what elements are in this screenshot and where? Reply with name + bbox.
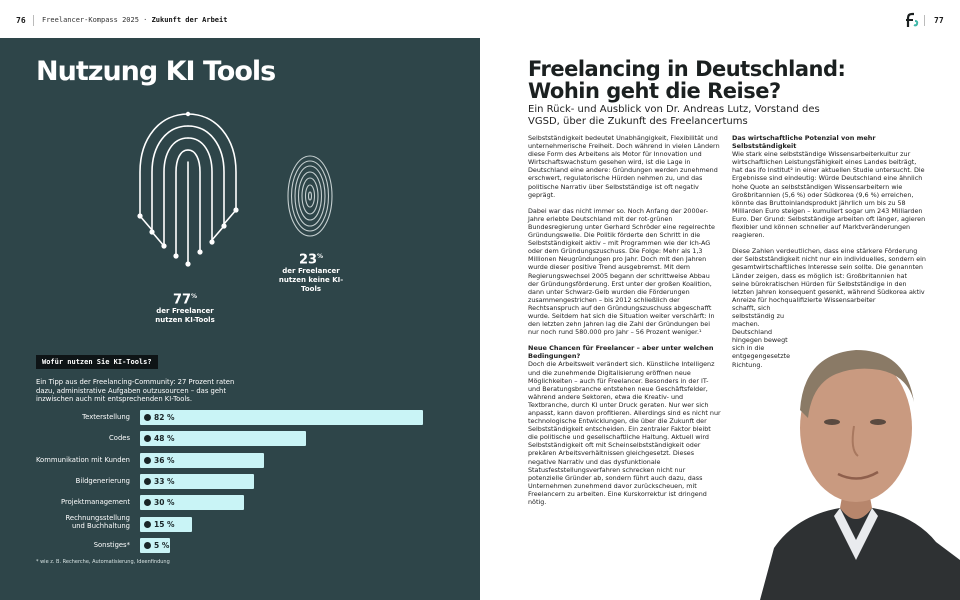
bar-bullet-icon [144, 478, 151, 485]
bar-bullet-icon [144, 457, 151, 464]
stat-nouse-text: der Freelancer nutzen keine KI-Tools [278, 267, 344, 294]
stat-use-number: 77 [172, 292, 192, 308]
bar [140, 410, 423, 425]
bar-bullet-icon [144, 521, 151, 528]
stat-use-text: der Freelancer nutzen KI-Tools [155, 307, 215, 325]
header-divider-right [924, 15, 925, 26]
paragraph: Diese Zahlen verdeutlichen, dass eine stärkere Förderung der Selbstständigkeit nicht nur ein individuelles, sondern ein gesamtwirtschaftliches Interesse sein sollte. Die genannten Länder zeigen, dass es möglich ist: Großbritannien hat seine bürokratischen Hürden für Selbstständige in den letzten Jahren konsequent gesenkt, während Südkorea aktiv Anreize für hochqualifizierte Wissensarbeiter [732, 247, 926, 304]
title-separator: · [143, 16, 148, 24]
stat-nouse-number: 23 [298, 252, 318, 268]
article-title [528, 58, 845, 102]
freelancer-kompass-logo-icon [905, 12, 919, 28]
bar-value-label: 30 % [154, 498, 175, 508]
bar-value-label: 15 % [154, 519, 175, 529]
bar-bullet-icon [144, 414, 151, 421]
section-heading: Das wirtschaftliche Potenzial von mehr Selbstständigkeit [732, 134, 876, 151]
infographic-title: Nutzung KI Tools [36, 56, 276, 87]
bar-label: Kommunikation mit Kunden [35, 455, 130, 464]
section-name: Zukunft der Arbeit [151, 16, 228, 24]
bar-label: Sonstiges* [93, 540, 130, 549]
article-column-1 [528, 134, 722, 514]
bar [140, 474, 254, 489]
bar-label: Projektmanagement [61, 498, 130, 507]
article-title-line1: Freelancing in Deutschland: [528, 57, 846, 81]
bar [140, 517, 192, 532]
stat-use-unit: % [191, 293, 198, 300]
paragraph-narrow: schafft, sich selbstständig zu machen. Deutschland hingegen bewegt sich in die entgegengesetzte Richtung. [732, 303, 791, 369]
bar-bullet-icon [144, 499, 151, 506]
bar-value-label: 48 % [154, 434, 175, 444]
page-header [0, 0, 960, 38]
page-number-left: 76 [16, 16, 26, 25]
stat-use-ki [150, 290, 220, 325]
bar-value-label: 33 % [154, 476, 175, 486]
chart-footnote: * wie z. B. Recherche, Automatisierung, Ideenfindung [36, 559, 170, 565]
bar-label: Texterstellung [82, 413, 130, 421]
bar [140, 495, 244, 510]
fingerprint-icon [286, 154, 334, 238]
bar-bullet-icon [144, 542, 151, 549]
bar [140, 431, 306, 446]
portrait-photo-andreas-lutz [760, 310, 960, 600]
bar-bullet-icon [144, 435, 151, 442]
paragraph: Wie stark eine selbstständige Wissensarbeiterkultur zur wirtschaftlichen Leistungsfähigkeit eines Landes beiträgt, hat das ifo Institut² in einer aktuellen Studie untersucht. Die Ergebnisse sind eindeutig: Würde Deutschland eine ähnlich hohe Quote an selbstständigen Wissensarbeitern wie Großbritannien (5,6 %) oder Südkorea (9,6 %) erreichen, könnte das Bruttoinlandsprodukt jährlich um bis zu 58 Milliarden Euro steigen – kumuliert sogar um 243 Milliarden Euro. Der Grund: Selbstständige arbeiten oft länger, agieren flexibler und können schneller auf Marktveränderungen reagieren. [732, 150, 926, 240]
header-divider [33, 15, 34, 26]
stat-use-value [150, 290, 220, 307]
paragraph: Dabei war das nicht immer so. Noch Anfang der 2000er-Jahre erlebte Deutschland mit der rot-grünen Bundesregierung unter Gerhard Schröder eine regelrechte Gründungswelle. Die Politik förderte den Schritt in die Selbstständigkeit aktiv – mit Programmen wie der Ich-AG oder dem Gründungszuschuss. Die Folge: Mehr als 1,3 Millionen Neugründungen pro Jahr. Doch mit den Jahren wurde dieser positive Trend ausgebremst. Mit dem Regierungswechsel 2005 begann der schrittweise Abbau der Gründungsförderung. Erst unter der großen Koalition, dann unter Schwarz-Gelb wurden die Förderungen zusammengestrichen – bis 2012 schließlich der Rechtsanspruch auf den Gründungszuschuss abgeschafft wurde. Seitdem hat sich die Situation weiter verschärft: In den letzten zehn Jahren lag die Zahl der Gründungen bei nur noch rund 580.000 pro Jahr – 56 Prozent weniger.¹ [528, 206, 715, 337]
section-heading: Neue Chancen für Freelancer – aber unter welchen Bedingungen? [528, 344, 714, 361]
bar-label: Rechnungsstellung und Buchhaltung [65, 513, 130, 530]
bar-label: Bildgenerierung [75, 476, 130, 485]
bar-value-label: 5 % [154, 540, 170, 550]
page-number-right: 77 [934, 16, 944, 25]
publication-name: Freelancer-Kompass 2025 [42, 16, 139, 24]
bar-value-label: 36 % [154, 455, 175, 465]
stat-nouse-value [276, 250, 346, 267]
bar [140, 453, 264, 468]
stat-nouse-unit: % [317, 253, 324, 260]
bar [140, 538, 170, 553]
bar-label: Codes [109, 434, 130, 443]
article-subtitle: Ein Rück- und Ausblick von Dr. Andreas Lutz, Vorstand des VGSD, über die Zukunft des Freelancertums [528, 104, 820, 127]
chart-question: Wofür nutzen Sie KI-Tools? [36, 355, 158, 369]
circuit-fingerprint-icon [130, 106, 246, 274]
chart-intro-text: Ein Tipp aus der Freelancing-Community: 27 Prozent raten dazu, administrative Aufgaben outzusourcen – das geht inzwischen auch mit entsprechenden KI-Tools. [36, 378, 235, 403]
stat-no-ki [276, 250, 346, 294]
paragraph: Doch die Arbeitswelt verändert sich. Künstliche Intelligenz und die zunehmende Digitalisierung eröffnen neue Möglichkeiten – auch für Freelancer. Besonders in der IT- und Beratungsbranche entstehen neue Geschäftsfelder, während andere Sektoren, etwa die Kreativ- und Textbranche, durch KI unter Druck geraten. Nur wer sich anpasst, kann davon profitieren. Allerdings sind es nicht nur technologische Entwicklungen, die über die Zukunft der Selbstständigkeit entscheiden. Ein zentraler Faktor bleibt die politische und gesellschaftliche Haltung. Aktuell wird Selbstständigkeit oft mit Scheinselbstständigkeit oder prekären Arbeitsverhältnissen gleichgesetzt. Dieses negative Narrativ und das dysfunktionale Statusfeststellungsverfahren schrecken nicht nur potenzielle Gründer ab, sondern führt auch dazu, dass Unternehmen zunehmend davor zurückscheuen, mit Freelancern zu arbeiten. Eine Kurskorrektur ist dringend nötig. [528, 360, 721, 507]
article-title-line2: Wohin geht die Reise? [528, 79, 781, 103]
paragraph: Selbstständigkeit bedeutet Unabhängigkeit, Flexibilität und unternehmerische Freiheit. Doch während in vielen Ländern diese Form des Arbeitens als Motor für Innovation und Wirtschaftswachstum gesehen wird, ist die Lage in Deutschland eine andere: Gründungen werden zunehmend erschwert, regulatorische Hürden nehmen zu, und das politische Narrativ über Selbstständige ist oft negativ geprägt. [528, 134, 720, 199]
ki-tools-infographic-panel [0, 38, 480, 600]
running-title [42, 16, 227, 24]
bar-value-label: 82 % [154, 413, 175, 422]
